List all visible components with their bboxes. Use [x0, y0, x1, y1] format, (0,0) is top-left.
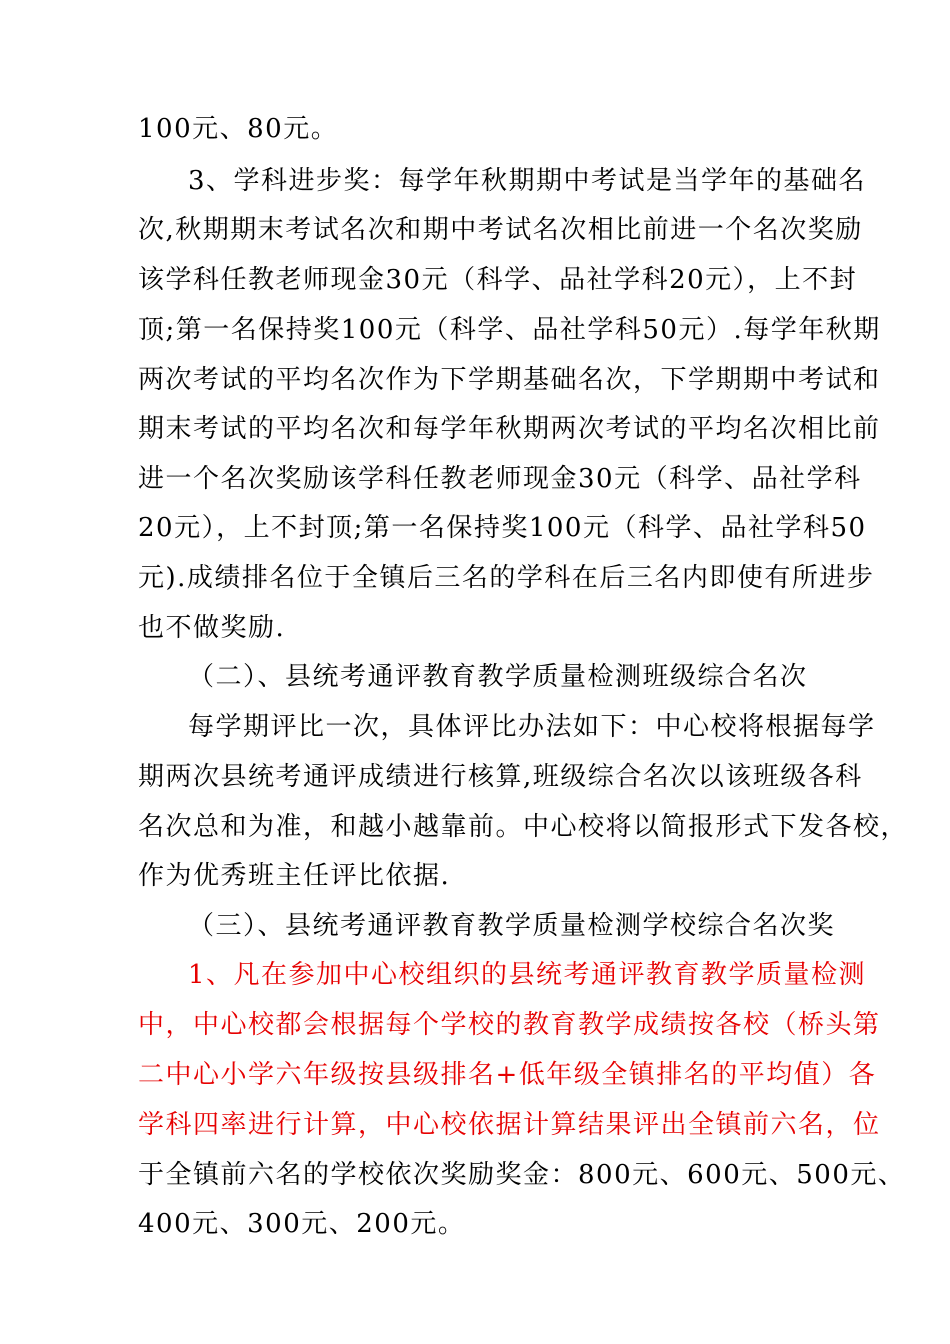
highlighted-text-line: 二中心小学六年级按县级排名+低年级全镇排名的平均值）各 — [138, 1060, 877, 1090]
highlighted-text-line: 学科四率进行计算，中心校依据计算结果评出全镇前六名，位 — [138, 1110, 881, 1140]
text-line: 20元），上不封顶;第一名保持奖100元（科学、品社学科50 — [138, 513, 867, 543]
text-line: 期两次县统考通评成绩进行核算,班级综合名次以该班级各科 — [138, 762, 863, 792]
text-line: 也不做奖励. — [138, 613, 286, 643]
section-heading: （三）、县统考通评教育教学质量检测学校综合名次奖 — [188, 911, 836, 941]
text-line: 元).成绩排名位于全镇后三名的学科在后三名内即使有所进步 — [138, 563, 875, 593]
text-line: 期末考试的平均名次和每学年秋期两次考试的平均名次相比前 — [138, 414, 881, 444]
text-line: 该学科任教老师现金30元（科学、品社学科20元），上不封 — [138, 265, 858, 295]
text-line: 两次考试的平均名次作为下学期基础名次，下学期期中考试和 — [138, 365, 881, 395]
text-line: 作为优秀班主任评比依据. — [138, 861, 451, 891]
text-line: 400元、300元、200元。 — [138, 1209, 466, 1239]
highlighted-text-line: 1、凡在参加中心校组织的县统考通评教育教学质量检测 — [188, 960, 867, 990]
text-line: 进一个名次奖励该学科任教老师现金30元（科学、品社学科 — [138, 464, 862, 494]
text-line: 3、学科进步奖：每学年秋期期中考试是当学年的基础名 — [188, 166, 867, 196]
section-heading: （二）、县统考通评教育教学质量检测班级综合名次 — [188, 662, 808, 692]
text-line: 于全镇前六名的学校依次奖励奖金：800元、600元、500元、 — [138, 1160, 906, 1190]
text-line: 每学期评比一次，具体评比办法如下：中心校将根据每学 — [188, 712, 876, 742]
text-line: 次,秋期期末考试名次和期中考试名次相比前进一个名次奖励 — [138, 215, 863, 245]
highlighted-text-line: 中，中心校都会根据每个学校的教育教学成绩按各校（桥头第 — [138, 1010, 881, 1040]
text-line: 名次总和为准，和越小越靠前。中心校将以简报形式下发各校， — [138, 812, 909, 842]
text-line: 顶;第一名保持奖100元（科学、品社学科50元）.每学年秋期 — [138, 315, 881, 345]
text-line: 100元、80元。 — [138, 114, 339, 144]
